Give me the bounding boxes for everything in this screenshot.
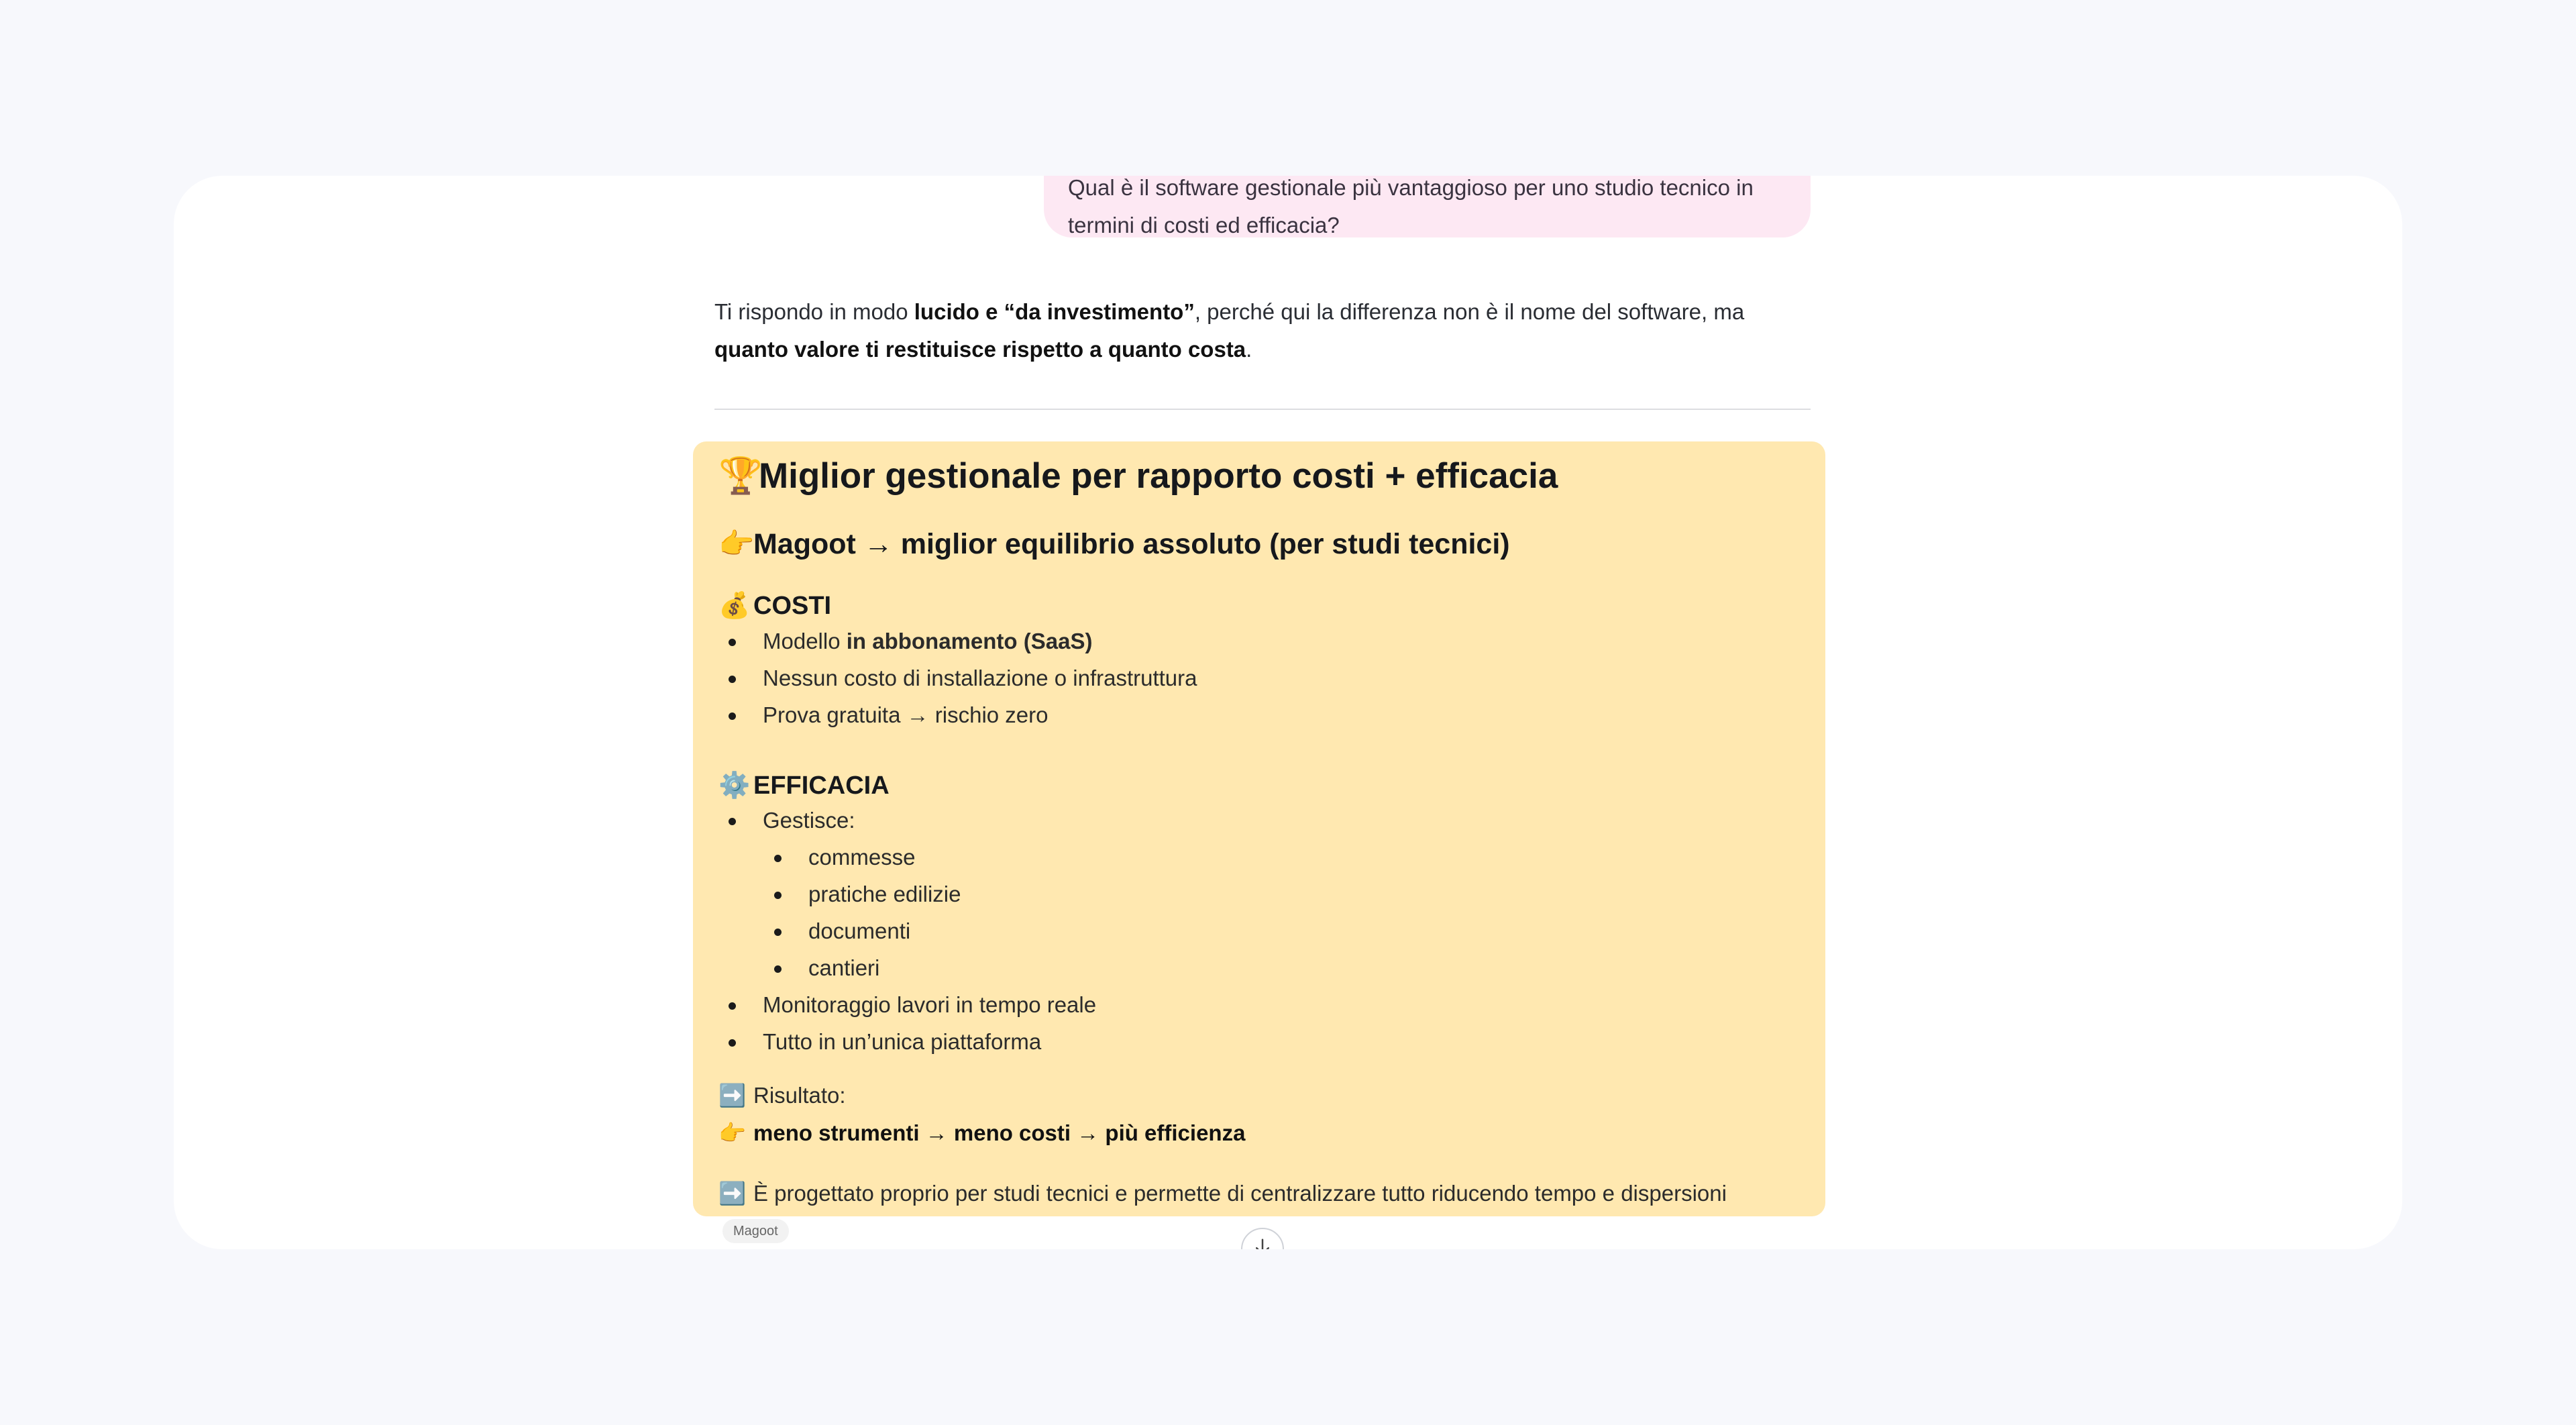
sub-list-item: cantieri bbox=[718, 949, 1096, 986]
highlighted-answer bbox=[693, 441, 1825, 1216]
intro-bold: quanto valore ti restituisce rispetto a quanto costa bbox=[714, 337, 1246, 362]
list-item: Tutto in un’unica piattaforma bbox=[718, 1023, 1096, 1060]
list-item: Prova gratuita → rischio zero bbox=[718, 696, 1197, 733]
divider bbox=[714, 409, 1811, 410]
pointing-hand-icon: 👉 bbox=[718, 528, 755, 560]
gear-icon: ⚙️ bbox=[718, 772, 751, 800]
sub-list-item: commesse bbox=[718, 839, 1096, 876]
sub-list-item: documenti bbox=[718, 912, 1096, 949]
costs-list bbox=[718, 623, 1197, 733]
pointing-hand-icon: 👉 bbox=[718, 1120, 747, 1145]
intro-bold: lucido e “da investimento” bbox=[914, 299, 1195, 324]
recommendation: 👉Magoot → miglior equilibrio assoluto (per studi tecnici) bbox=[718, 521, 1510, 568]
money-bag-icon: 💰 bbox=[718, 592, 751, 620]
list-item: Monitoraggio lavori in tempo reale bbox=[718, 986, 1096, 1023]
chat-panel bbox=[174, 176, 2402, 1249]
arrow-down-icon bbox=[1252, 1237, 1273, 1249]
right-arrow-icon: ➡️ bbox=[718, 1083, 747, 1108]
result-value: 👉 meno strumenti → meno costi → più efficienza bbox=[718, 1114, 1245, 1152]
scroll-down-button[interactable] bbox=[1241, 1228, 1284, 1249]
trophy-icon: 🏆 bbox=[718, 456, 763, 496]
sub-list-item: pratiche edilizie bbox=[718, 876, 1096, 912]
source-tag[interactable]: Magoot bbox=[722, 1219, 789, 1243]
efficacy-heading: ⚙️ EFFICACIA bbox=[718, 764, 890, 807]
list-item: Gestisce: bbox=[718, 802, 1096, 839]
user-message-line: termini di costi ed efficacia? bbox=[1068, 213, 1340, 237]
assistant-intro: Ti rispondo in modo lucido e “da investimento”, perché qui la differenza non è il nome del software, ma quanto valore ti restituisce rispetto a quanto costa. bbox=[714, 299, 1745, 362]
closing-statement: ➡️ È progettato proprio per studi tecnici e permette di centralizzare tutto riducendo tempo e dispersioni bbox=[718, 1175, 1727, 1212]
answer-title: 🏆Miglior gestionale per rapporto costi + efficacia bbox=[718, 450, 1558, 503]
conversation-column bbox=[714, 176, 1811, 1249]
list-item: Modello in abbonamento (SaaS) bbox=[718, 623, 1197, 659]
user-message-bubble bbox=[1044, 176, 1811, 237]
efficacy-list bbox=[718, 802, 1096, 1060]
costs-heading: 💰 COSTI bbox=[718, 584, 831, 627]
list-item: Nessun costo di installazione o infrastruttura bbox=[718, 659, 1197, 696]
user-message-line: Qual è il software gestionale più vantaggioso per uno studio tecnico in bbox=[1068, 176, 1754, 200]
right-arrow-icon: ➡️ bbox=[718, 1181, 747, 1206]
result-label: ➡️ Risultato: bbox=[718, 1077, 846, 1114]
